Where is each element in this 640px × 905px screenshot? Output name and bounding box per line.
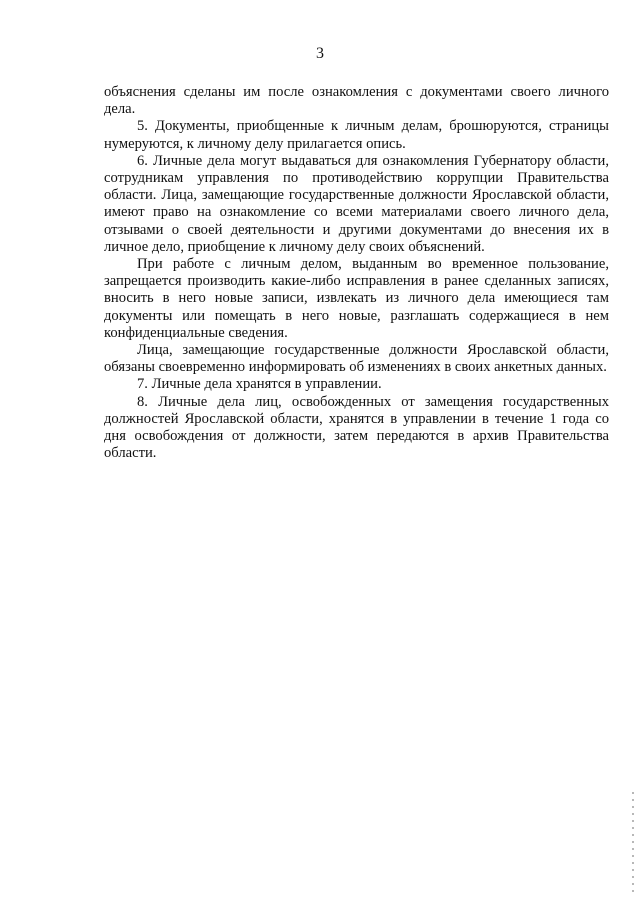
paragraph-item-8: 8. Личные дела лиц, освобожденных от замещения государственных должностей Ярославской области, хранятся в управлении в течение 1 года со дня освобождения от должности, затем передаются в архив Правительства области. xyxy=(104,393,609,462)
paragraph-obligations: Лица, замещающие государственные должности Ярославской области, обязаны своевременно информировать об изменениях в своих анкетных данных. xyxy=(104,342,609,376)
document-body xyxy=(104,84,609,462)
paragraph-item-7: 7. Личные дела хранятся в управлении. xyxy=(137,376,382,393)
page-number: 3 xyxy=(316,45,324,62)
paragraph-restrictions: При работе с личным делом, выданным во временное пользование, запрещается производить какие-либо исправления в ранее сделанных записях, вносить в него новые записи, извлекать из личного дела имеющиеся там документы или помещать в него новые, разглашать содержащиеся в нем конфиденциальные сведения. xyxy=(104,256,609,341)
scan-edge-marks xyxy=(632,792,634,892)
paragraph-item-6: 6. Личные дела могут выдаваться для ознакомления Губернатору области, сотрудникам управления по противодействию коррупции Правительства области. Лица, замещающие государственные должности Ярославской области, имеют право на ознакомление со всеми материалами своего личного дела, отзывами о своей деятельности и другими документами до внесения их в личное дело, приобщение к личному делу своих объяснений. xyxy=(104,152,609,255)
paragraph-continuation: объяснения сделаны им после ознакомления с документами своего личного дела. xyxy=(104,84,609,118)
paragraph-item-5: 5. Документы, приобщенные к личным делам, брошюруются, страницы нумеруются, к личному делу прилагается опись. xyxy=(104,118,609,152)
